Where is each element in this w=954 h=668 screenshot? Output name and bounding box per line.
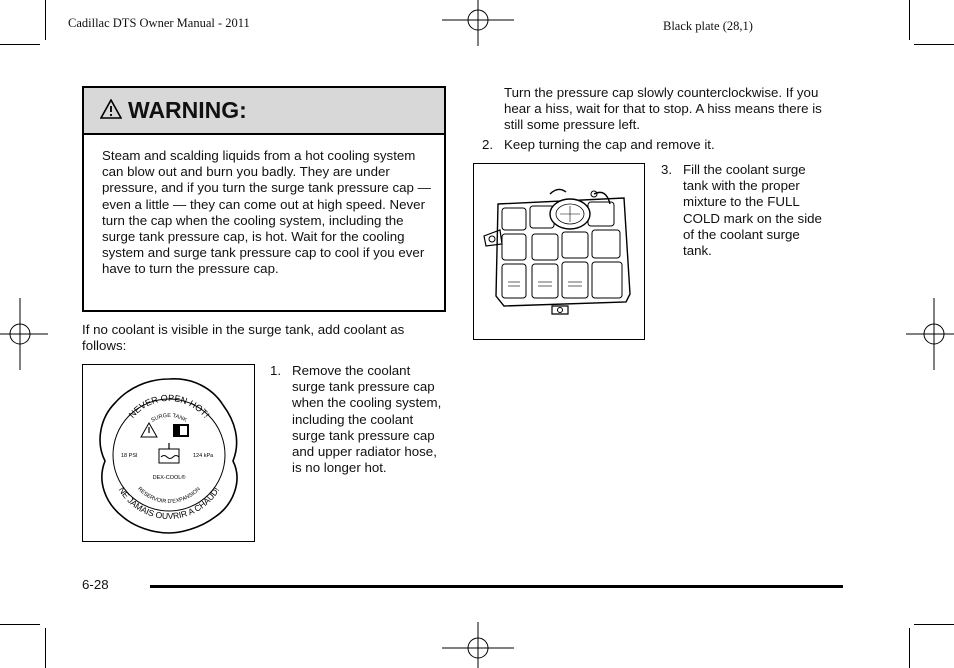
svg-text:SURGE TANK	[150, 413, 188, 424]
step-1-text: Remove the coolant surge tank pressure cap when the cooling system, including the coolant surge tank pressure cap and upper radiator hose, is no longer hot.	[292, 363, 442, 476]
step-3-number: 3.	[661, 162, 673, 177]
warning-box	[82, 86, 446, 312]
pressure-cap-figure	[82, 364, 255, 542]
pressure-cap-illustration	[83, 365, 254, 541]
registration-mark-bottom	[442, 618, 514, 668]
step-1-continued: Turn the pressure cap slowly counterclockwise. If you hear a hiss, wait for that to stop. A hiss means there is still some pressure left.	[504, 85, 822, 133]
footer-rule	[150, 585, 843, 588]
cap-coolant-icon	[159, 443, 179, 463]
surge-tank-cap-icon	[550, 199, 590, 229]
cap-bottom-arc-text: NE JAMAIS OUVRIR A CHAUD!	[116, 485, 222, 522]
header-manual-title: Cadillac DTS Owner Manual - 2011	[68, 16, 250, 30]
header-plate-label: Black plate (28,1)	[663, 19, 753, 33]
cap-psi-text: 18 PSI	[121, 453, 138, 459]
svg-text:RESERVOIR D'EXPANSION	[136, 486, 202, 505]
registration-mark-top	[442, 0, 514, 50]
warning-text: Steam and scalding liquids from a hot cooling system can blow out and burn you badly. They are under pressure, and if you turn the surge tank pressure cap — even a little — they can come out at high speed. Never turn the cap when the cooling system, including the surge tank pressure cap, is hot. Wait for the cooling system and surge tank pressure cap to cool if you ever have to turn the pressure cap.	[102, 148, 431, 277]
step-1-number: 1.	[270, 363, 282, 378]
step-2-number: 2.	[482, 137, 494, 152]
cap-bottom-sub-text: RESERVOIR D'EXPANSION	[136, 486, 202, 506]
surge-tank-illustration	[474, 164, 644, 339]
warning-triangle-icon	[100, 99, 122, 119]
cap-warning-icon	[141, 423, 157, 437]
cap-top-sub-text: SURGE TANK	[150, 412, 188, 424]
warning-title: WARNING:	[128, 97, 247, 123]
step-2-text: Keep turning the cap and remove it.	[504, 137, 715, 152]
intro-paragraph: If no coolant is visible in the surge tank, add coolant as follows:	[82, 322, 405, 354]
page-number: 6-28	[82, 577, 109, 592]
warning-header	[84, 88, 444, 135]
cap-top-arc-text: NEVER OPEN HOT!	[126, 392, 212, 420]
cap-manual-icon	[173, 424, 189, 437]
registration-mark-left	[0, 298, 48, 370]
registration-mark-right	[906, 298, 954, 370]
surge-tank-figure	[473, 163, 645, 340]
step-3-text: Fill the coolant surge tank with the proper mixture to the FULL COLD mark on the side of the coolant surge tank.	[683, 162, 822, 259]
cap-kpa-text: 124 kPa	[193, 453, 214, 459]
cap-coolant-text: DEX-COOL®	[152, 475, 186, 481]
